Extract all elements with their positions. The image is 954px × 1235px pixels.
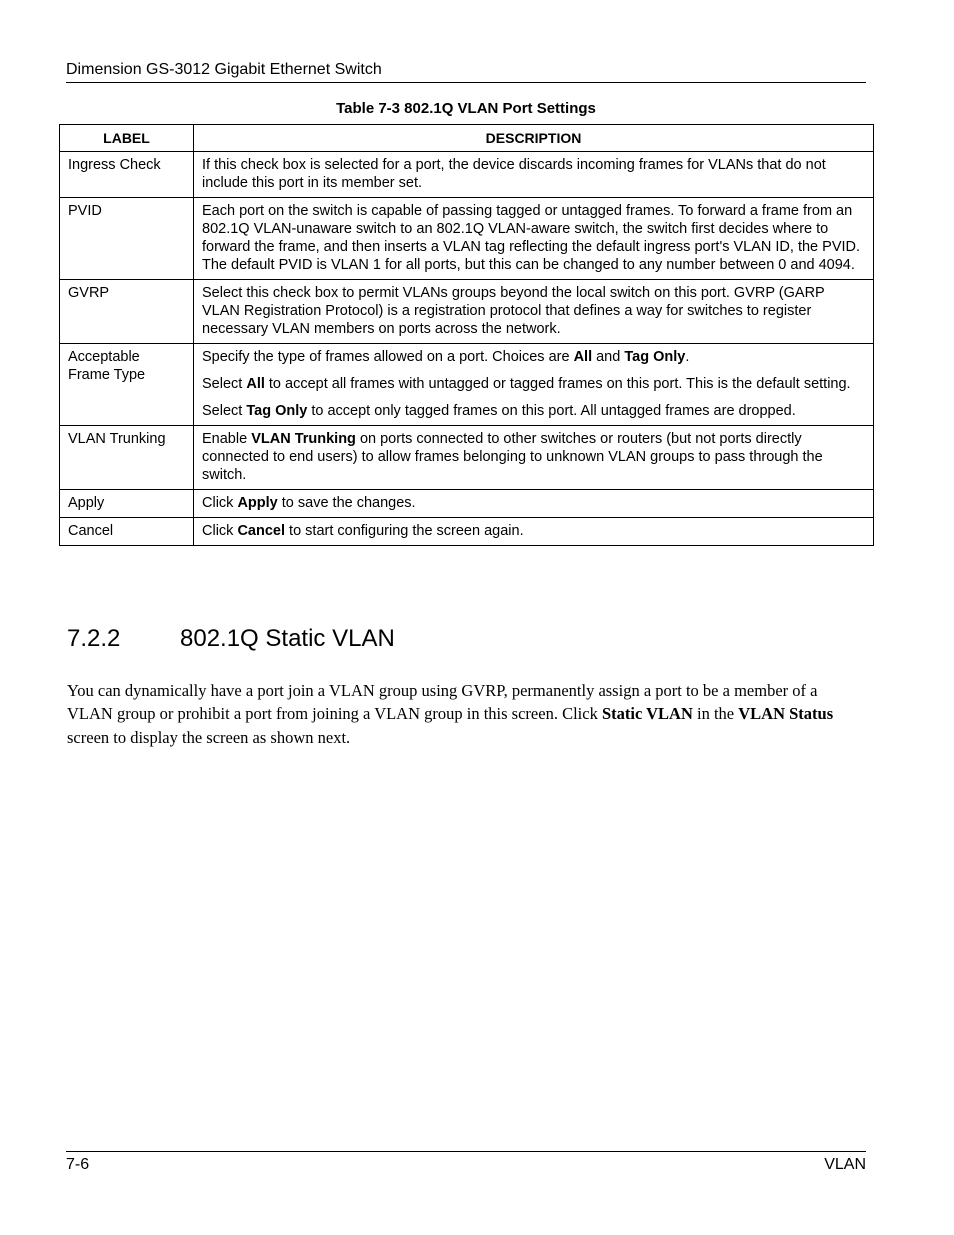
description-text: If this check box is selected for a port, the device discards incoming frames for VLANs that do not include this port in its member set. [202,157,826,191]
column-header-description: DESCRIPTION [194,125,874,152]
table-caption: Table 7-3 802.1Q VLAN Port Settings [336,100,596,117]
description-text: . [685,349,690,365]
description-text: to save the changes. [277,495,416,511]
description-paragraph [202,402,865,420]
description-paragraph [202,156,865,192]
description-text: Select this check box to permit VLANs groups beyond the local switch on this port. GVRP (GARP VLAN Registration Protocol) is a registration protocol that defines a way for switches to register necessary VLAN members on ports across the network. [202,285,825,337]
description-text: and [592,349,625,365]
row-label: Cancel [60,518,194,546]
chapter-name: VLAN [824,1156,866,1173]
description-text: to start configuring the screen again. [285,523,524,539]
description-text: Each port on the switch is capable of passing tagged or untagged frames. To forward a frame from an 802.1Q VLAN-unaware switch to an 802.1Q VLAN-aware switch, the switch first decides where to forward the frame, and then inserts a VLAN tag reflecting the default ingress port's VLAN ID, the PVID. The default PVID is VLAN 1 for all ports, but this can be changed to any number between 0 and 4094. [202,203,861,273]
body-text-run: in the [692,704,739,723]
section-title: 802.1Q Static VLAN [180,624,395,652]
row-label: PVID [60,198,194,280]
row-description [194,280,874,344]
table-row [60,518,874,546]
table-row [60,280,874,344]
page-number: 7-6 [66,1156,90,1173]
description-text: to accept only tagged frames on this port. All untagged frames are dropped. [307,403,796,419]
bold-term: VLAN Status [738,704,834,723]
column-header-label: LABEL [60,125,194,152]
bold-term: Tag Only [624,349,686,365]
bold-term: Apply [237,495,278,511]
row-label: Apply [60,490,194,518]
bold-term: Static VLAN [601,704,693,723]
row-label: VLAN Trunking [60,426,194,490]
bold-term: Tag Only [246,403,308,419]
bold-term: Cancel [237,523,286,539]
row-label: GVRP [60,280,194,344]
description-paragraph [202,202,865,274]
bold-term: All [246,376,265,392]
table-row [60,198,874,280]
row-description [194,152,874,198]
body-text-run: screen to display the screen as shown next. [67,727,351,747]
row-description [194,426,874,490]
description-text: Select [202,403,247,419]
description-text: Enable [202,431,252,447]
description-paragraph [202,375,865,393]
description-paragraph [202,430,865,484]
row-description [194,198,874,280]
section-body-paragraph [67,679,867,750]
row-label: Acceptable Frame Type [60,344,194,426]
page-footer [66,1151,866,1175]
description-paragraph [202,284,865,338]
row-label: Ingress Check [60,152,194,198]
table-row [60,490,874,518]
row-description [194,490,874,518]
description-paragraph [202,494,865,512]
bold-term: All [573,349,593,365]
table-row [60,426,874,490]
table-header-row [60,125,874,152]
table-row [60,152,874,198]
table-body [60,152,874,546]
table-row [60,344,874,426]
description-paragraph [202,348,865,366]
description-text: on ports connected to other switches or routers (but not ports directly connected to end users) to allow frames belonging to unknown VLAN groups to pass through the switch. [202,431,823,483]
row-description [194,344,874,426]
description-text: to accept all frames with untagged or tagged frames on this port. This is the default setting. [264,376,851,392]
vlan-port-settings-table [59,124,874,546]
body-text-run: You can dynamically have a port join a VLAN group using GVRP, permanently assign a port to be a member of a VLAN group or prohibit a port from joining a VLAN group in this screen. Click [67,680,818,723]
row-description [194,518,874,546]
description-text: Select [202,376,247,392]
description-text: Click [202,495,238,511]
section-heading [67,624,867,654]
document-title: Dimension GS-3012 Gigabit Ethernet Switch [66,61,382,78]
description-text: Click [202,523,238,539]
page-header [66,60,866,83]
description-paragraph [202,522,865,540]
description-text: Specify the type of frames allowed on a port. Choices are [202,349,574,365]
bold-term: VLAN Trunking [251,431,356,447]
section-number: 7.2.2 [67,624,121,652]
